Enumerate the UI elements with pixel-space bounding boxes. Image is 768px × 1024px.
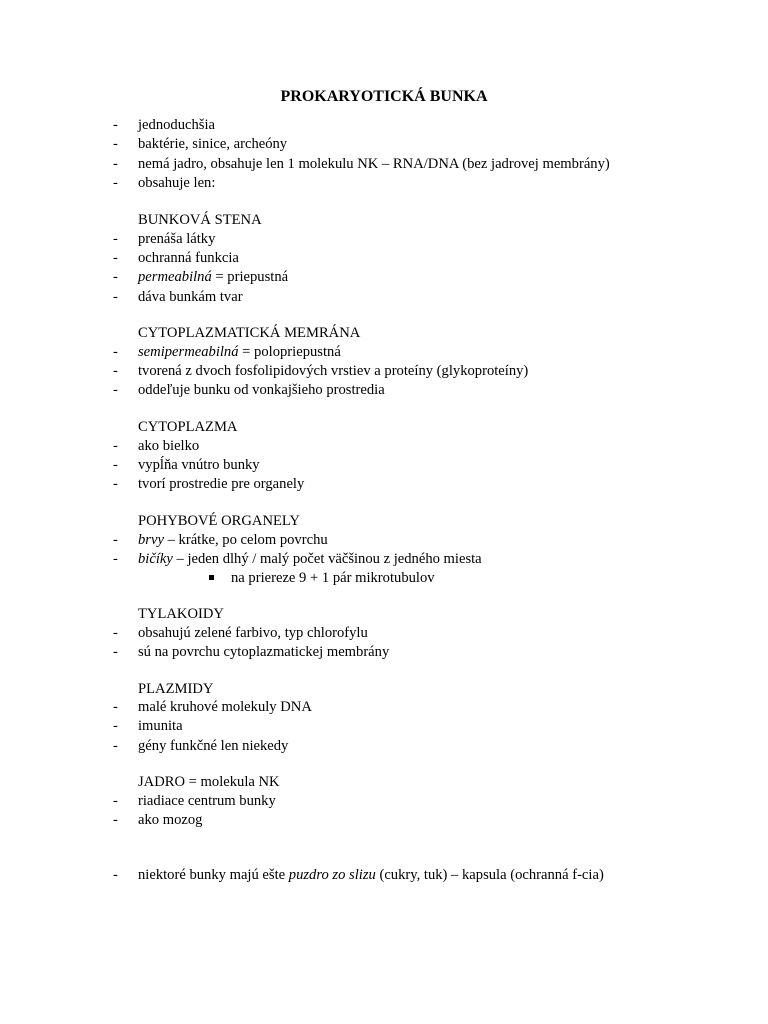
list-item-text: nemá jadro, obsahuje len 1 molekulu NK – RNA/DNA (bez jadrovej membrány) <box>138 156 610 172</box>
dash-bullet: - <box>113 175 118 191</box>
dash-bullet: - <box>113 551 118 567</box>
list-item-text: ochranná funkcia <box>138 250 239 266</box>
section-heading-text: TYLAKOIDY <box>138 606 224 622</box>
dash-bullet: - <box>113 532 118 548</box>
section-heading-bunkova-stena <box>0 211 768 230</box>
dash-bullet: - <box>113 476 118 492</box>
list-item-text: tvorí prostredie pre organely <box>138 476 305 492</box>
list-item <box>0 116 768 135</box>
dash-bullet: - <box>113 382 118 398</box>
list-item-text: sú na povrchu cytoplazmatickej membrány <box>138 644 390 660</box>
list-item <box>0 792 768 811</box>
page-title: PROKARYOTICKÁ BUNKA <box>280 88 488 105</box>
list-item <box>0 437 768 456</box>
dash-bullet: - <box>113 289 118 305</box>
list-item <box>0 866 768 885</box>
section-heading-text: JADRO = molekula NK <box>138 774 280 790</box>
list-item-text: malé kruhové molekuly DNA <box>138 699 312 715</box>
dash-bullet: - <box>113 269 118 285</box>
list-item-text: riadiace centrum bunky <box>138 793 276 809</box>
section-heading-text: CYTOPLAZMATICKÁ MEMRÁNA <box>138 325 361 341</box>
sub-list-item-text: na priereze 9 + 1 pár mikrotubulov <box>231 570 435 586</box>
list-item-text: baktérie, sinice, archeóny <box>138 136 288 152</box>
list-item <box>0 624 768 643</box>
term-definition: = polopriepustná <box>238 344 341 360</box>
list-item-text: obsahuje len: <box>138 175 216 191</box>
dash-bullet: - <box>113 738 118 754</box>
list-item <box>0 698 768 717</box>
list-item <box>0 550 768 569</box>
list-item-text: vypĺňa vnútro bunky <box>138 457 260 473</box>
section-heading-cytoplazma <box>0 418 768 437</box>
list-item <box>0 475 768 494</box>
section-heading-plazmidy <box>0 680 768 699</box>
text-segment: niektoré bunky majú ešte <box>138 867 289 883</box>
list-item <box>0 343 768 362</box>
section-heading-text: PLAZMIDY <box>138 681 214 697</box>
list-item-text: tvorená z dvoch fosfolipidových vrstiev a proteíny (glykoproteíny) <box>138 363 529 379</box>
dash-bullet: - <box>113 867 118 883</box>
dash-bullet: - <box>113 344 118 360</box>
dash-bullet: - <box>113 812 118 828</box>
dash-bullet: - <box>113 718 118 734</box>
list-item-text: ako mozog <box>138 812 203 828</box>
dash-bullet: - <box>113 457 118 473</box>
list-item <box>0 811 768 830</box>
list-item <box>0 456 768 475</box>
section-heading-text: CYTOPLAZMA <box>138 419 238 435</box>
dash-bullet: - <box>113 363 118 379</box>
list-item-text: jednoduchšia <box>138 117 216 133</box>
italic-term: puzdro zo slizu <box>288 867 376 883</box>
term-definition: – jeden dlhý / malý počet väčšinou z jedného miesta <box>172 551 482 567</box>
list-item <box>0 531 768 550</box>
list-item-text: prenáša látky <box>138 231 216 247</box>
dash-bullet: - <box>113 117 118 133</box>
italic-term: brvy <box>138 532 164 548</box>
list-item-text: ako bielko <box>138 438 200 454</box>
list-item-text <box>138 343 341 362</box>
sub-list-item <box>0 569 768 588</box>
list-item-text: oddeľuje bunku od vonkajšieho prostredia <box>138 382 385 398</box>
dash-bullet: - <box>113 438 118 454</box>
list-item-text: imunita <box>138 718 183 734</box>
section-heading-text: BUNKOVÁ STENA <box>138 212 262 228</box>
section-heading-jadro <box>0 773 768 792</box>
section-heading-tylakoidy <box>0 605 768 624</box>
list-item <box>0 135 768 154</box>
list-item <box>0 381 768 400</box>
dash-bullet: - <box>113 156 118 172</box>
term-definition: = priepustná <box>211 269 289 285</box>
list-item <box>0 174 768 193</box>
list-item-text: dáva bunkám tvar <box>138 289 243 305</box>
italic-term: permeabilná <box>138 269 212 285</box>
italic-term: semipermeabilná <box>138 344 239 360</box>
square-bullet-icon <box>209 575 214 580</box>
list-item <box>0 268 768 287</box>
term-definition: – krátke, po celom povrchu <box>163 532 328 548</box>
section-heading-pohybove-organely <box>0 512 768 531</box>
section-heading-text: POHYBOVÉ ORGANELY <box>138 513 300 529</box>
list-item-text <box>138 268 288 287</box>
dash-bullet: - <box>113 231 118 247</box>
dash-bullet: - <box>113 793 118 809</box>
dash-bullet: - <box>113 644 118 660</box>
dash-bullet: - <box>113 625 118 641</box>
list-item <box>0 230 768 249</box>
list-item-text <box>138 550 482 569</box>
dash-bullet: - <box>113 136 118 152</box>
list-item <box>0 717 768 736</box>
list-item <box>0 249 768 268</box>
list-item-text <box>138 531 328 550</box>
italic-term: bičíky <box>138 551 173 567</box>
list-item <box>0 155 768 174</box>
list-item <box>0 643 768 662</box>
list-item-text <box>138 866 604 885</box>
list-item-text: obsahujú zelené farbivo, typ chlorofylu <box>138 625 368 641</box>
text-segment: (cukry, tuk) – kapsula (ochranná f-cia) <box>375 867 604 883</box>
list-item <box>0 288 768 307</box>
dash-bullet: - <box>113 250 118 266</box>
dash-bullet: - <box>113 699 118 715</box>
list-item <box>0 362 768 381</box>
list-item-text: gény funkčné len niekedy <box>138 738 289 754</box>
list-item <box>0 737 768 756</box>
section-heading-membrana <box>0 324 768 343</box>
